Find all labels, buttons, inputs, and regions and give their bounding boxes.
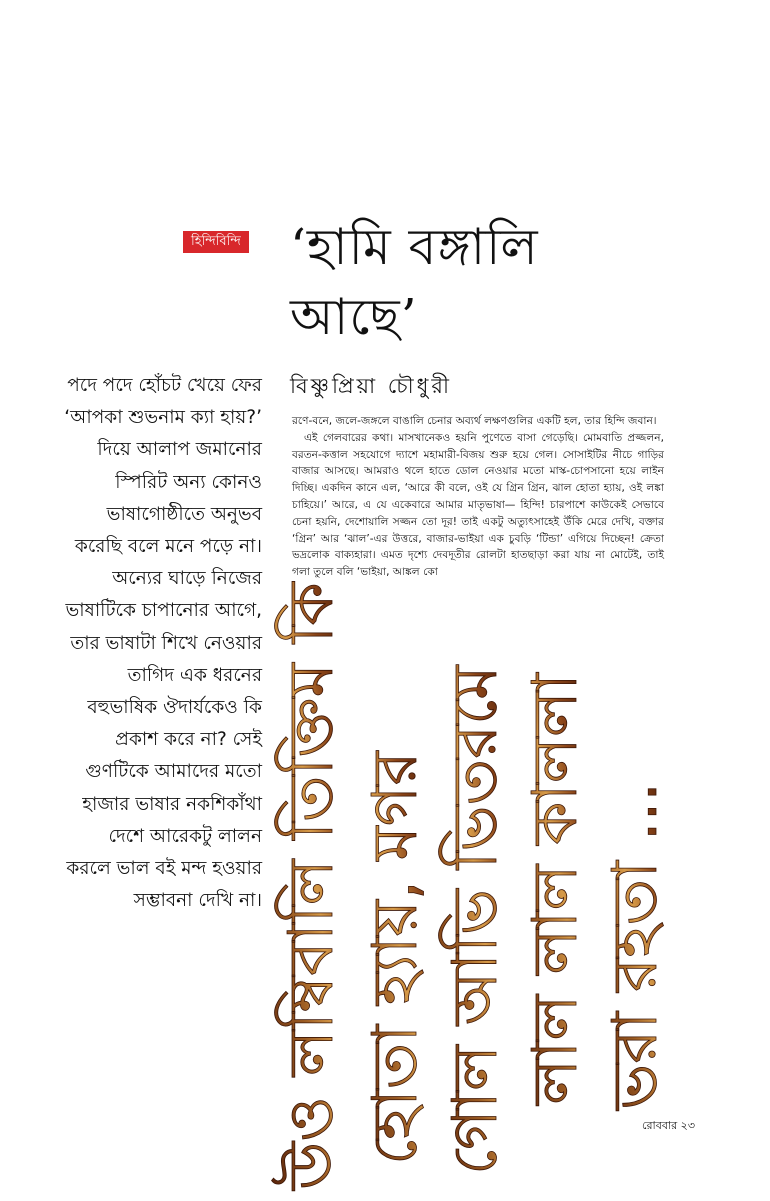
art-line-4: লাল লাল কাললা (518, 673, 591, 1105)
body-paragraph: এই গেলবারের কথা। মাসখানেকও হয়নি পুণেতে বাসা গেড়েছি। মোমবাতি প্রজ্জলন, বরতন-কত্তাল সহযোগে দ্যাশে মহামারী-বিজয় শুরু হয়ে গেল। সোসাইটির নীচে গাড়ির বাজার আসছে। আমরাও থলে হাতে ডোল নেওয়ার মতো মাস্ক-চোপসানো হয়ে লাইন দিচ্ছি। একদিন কানে এল, ‘আরে কী বলে, ওই যে গ্রিন গ্রিন, ঝাল হোতা হ্যায়, ওই লঙ্কা চাহিয়ে।’ আরে, এ যে একেবারে আমার মাতৃভাষা— হিন্দি! চারপাশে কাউকেই সেভাবে চেনা হয়নি, দেশোয়ালি সজ্জন তো দূর! তাই একটু অত্যুৎসাহেই উঁকি মেরে দেখি, বক্তার ‘গ্রিন’ আর ‘ঝাল’-এর উত্তরে, বাজার-ভাইয়া এক চুবড়ি ‘টিন্ডা’ এগিয়ে দিচ্ছেন! ক্রেতা ভদ্রলোক বাক্যহারা। এমত দৃশ্যে দেবদূতীর রোলটা হাতছাড়া করা যায় না মোটেই, তাই গলা তুলে বলি ‘ভাইয়া, আঙ্কল কো (292, 431, 664, 579)
art-line-5: ভরা রহতা ... (598, 782, 671, 1110)
pull-quote: পদে পদে হোঁচট খেয়ে ফের ‘আপকা শুভনাম ক্যা হায়?’ দিয়ে আলাপ জমানোর স্পিরিট অন্য কোনও ভাষাগোষ্ঠীতে অনুভব করেছি বলে মনে পড়ে না। অন্যের ঘাড়ে নিজের ভাষাটিকে চাপানোর আগে, তার ভাষাটা শিখে নেওয়ার তাগিদ এক ধরনের বহুভাষিক ঔদার্যকেও কি প্রকাশ করে না? সেই গুণটিকে আমাদের মতো হাজার ভাষার নকশিকাঁথা দেশে আরেকটু লালন করলে ভাল বই মন্দ হওয়ার সম্ভাবনা দেখি না। (64, 375, 262, 912)
calligraphy-artwork (274, 582, 724, 1197)
author-byline: বিষ্ণুপ্রিয়া চৌধুরী (290, 374, 452, 398)
article-body (292, 413, 664, 581)
body-paragraph: রণে-বনে, জলে-জঙ্গলে বাঙালি চেনার অব্যর্থ লক্ষণগুলির একটি হল, তার হিন্দি জবান। (292, 415, 657, 427)
art-line-1: উও লম্বিবালি তিক্তিম কি (274, 582, 347, 1190)
section-tag: হিন্দিবিন্দি (183, 231, 249, 253)
art-line-2: হোতা হ্যায়, মগর (358, 751, 431, 1165)
headline: ‘হামি বঙ্গালি আছে’ (290, 218, 539, 346)
art-line-3: গোল আভি ভিতরমে (438, 665, 511, 1175)
page-folio: রোববার ২৩ (642, 1119, 695, 1132)
